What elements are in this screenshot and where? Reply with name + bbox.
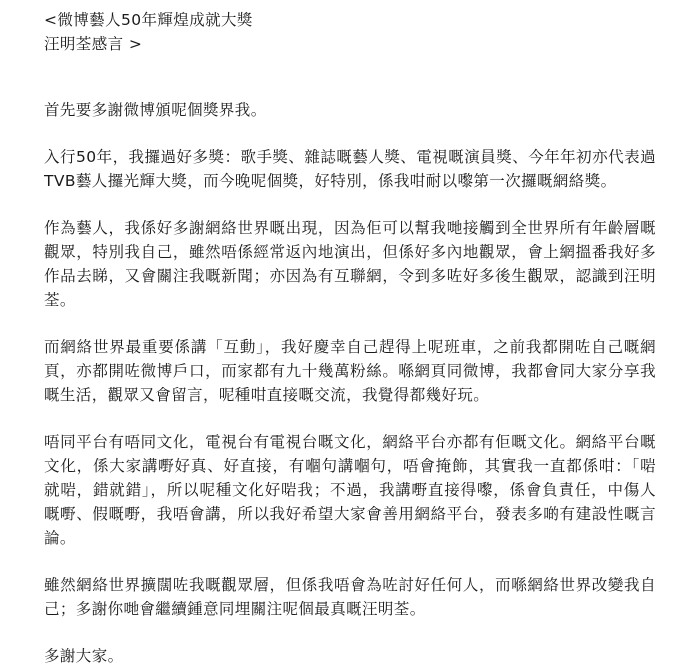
paragraph-platform-culture: 唔同平台有唔同文化，電視台有電視台嘅文化，網絡平台亦都有佢嘅文化。網絡平台嘅文化，係大家講嘢好真、好直接，有嗰句講嗰句，唔會掩飾，其實我一直都係咁：「啱就啱，錯就錯」，所以呢種文化好啱我；不過，我講嘢直接得嚟，係會負責任，中傷人嘅嘢、假嘅嘢，我唔會講，所以我好希望大家會善用網絡平台，發表多啲有建設性嘅言論。	[44, 433, 656, 547]
speech-subtitle: 汪明荃感言 >	[44, 35, 143, 53]
paragraph-closing: 多謝大家。	[44, 647, 124, 665]
speech-document	[44, 8, 656, 668]
award-title: <微博藝人50年輝煌成就大獎	[44, 11, 253, 29]
paragraph-interaction: 而網絡世界最重要係講「互動」，我好慶幸自己趕得上呢班車，之前我都開咗自己嘅網頁，亦都開咗微博戶口，而家都有九十幾萬粉絲。喺網頁同微博，我都會同大家分享我嘅生活，觀眾又會留言，呢種咁直接嘅交流，我覺得都幾好玩。	[44, 338, 656, 404]
paragraph-internet-audience: 作為藝人，我係好多謝網絡世界嘅出現，因為佢可以幫我哋接觸到全世界所有年齡層嘅觀眾，特別我自己，雖然唔係經常返內地演出，但係好多內地觀眾，會上網搵番我好多作品去睇，又會關注我嘅新聞；亦因為有互聯網，令到多咗好多後生觀眾，認識到汪明荃。	[44, 219, 656, 309]
paragraph-thanks: 首先要多謝微博頒呢個獎界我。	[44, 101, 267, 119]
paragraph-true-self: 雖然網絡世界擴闊咗我嘅觀眾層，但係我唔會為咗討好任何人，而喺網絡世界改變我自己；多謝你哋會繼續鍾意同埋關注呢個最真嘅汪明荃。	[44, 576, 656, 618]
paragraph-career-awards: 入行50年，我攞過好多獎：歌手獎、雜誌嘅藝人獎、電視嘅演員獎、今年年初亦代表過TVB藝人攞光輝大獎，而今晚呢個獎，好特別，係我咁耐以嚟第一次攞嘅網絡獎。	[44, 148, 656, 190]
